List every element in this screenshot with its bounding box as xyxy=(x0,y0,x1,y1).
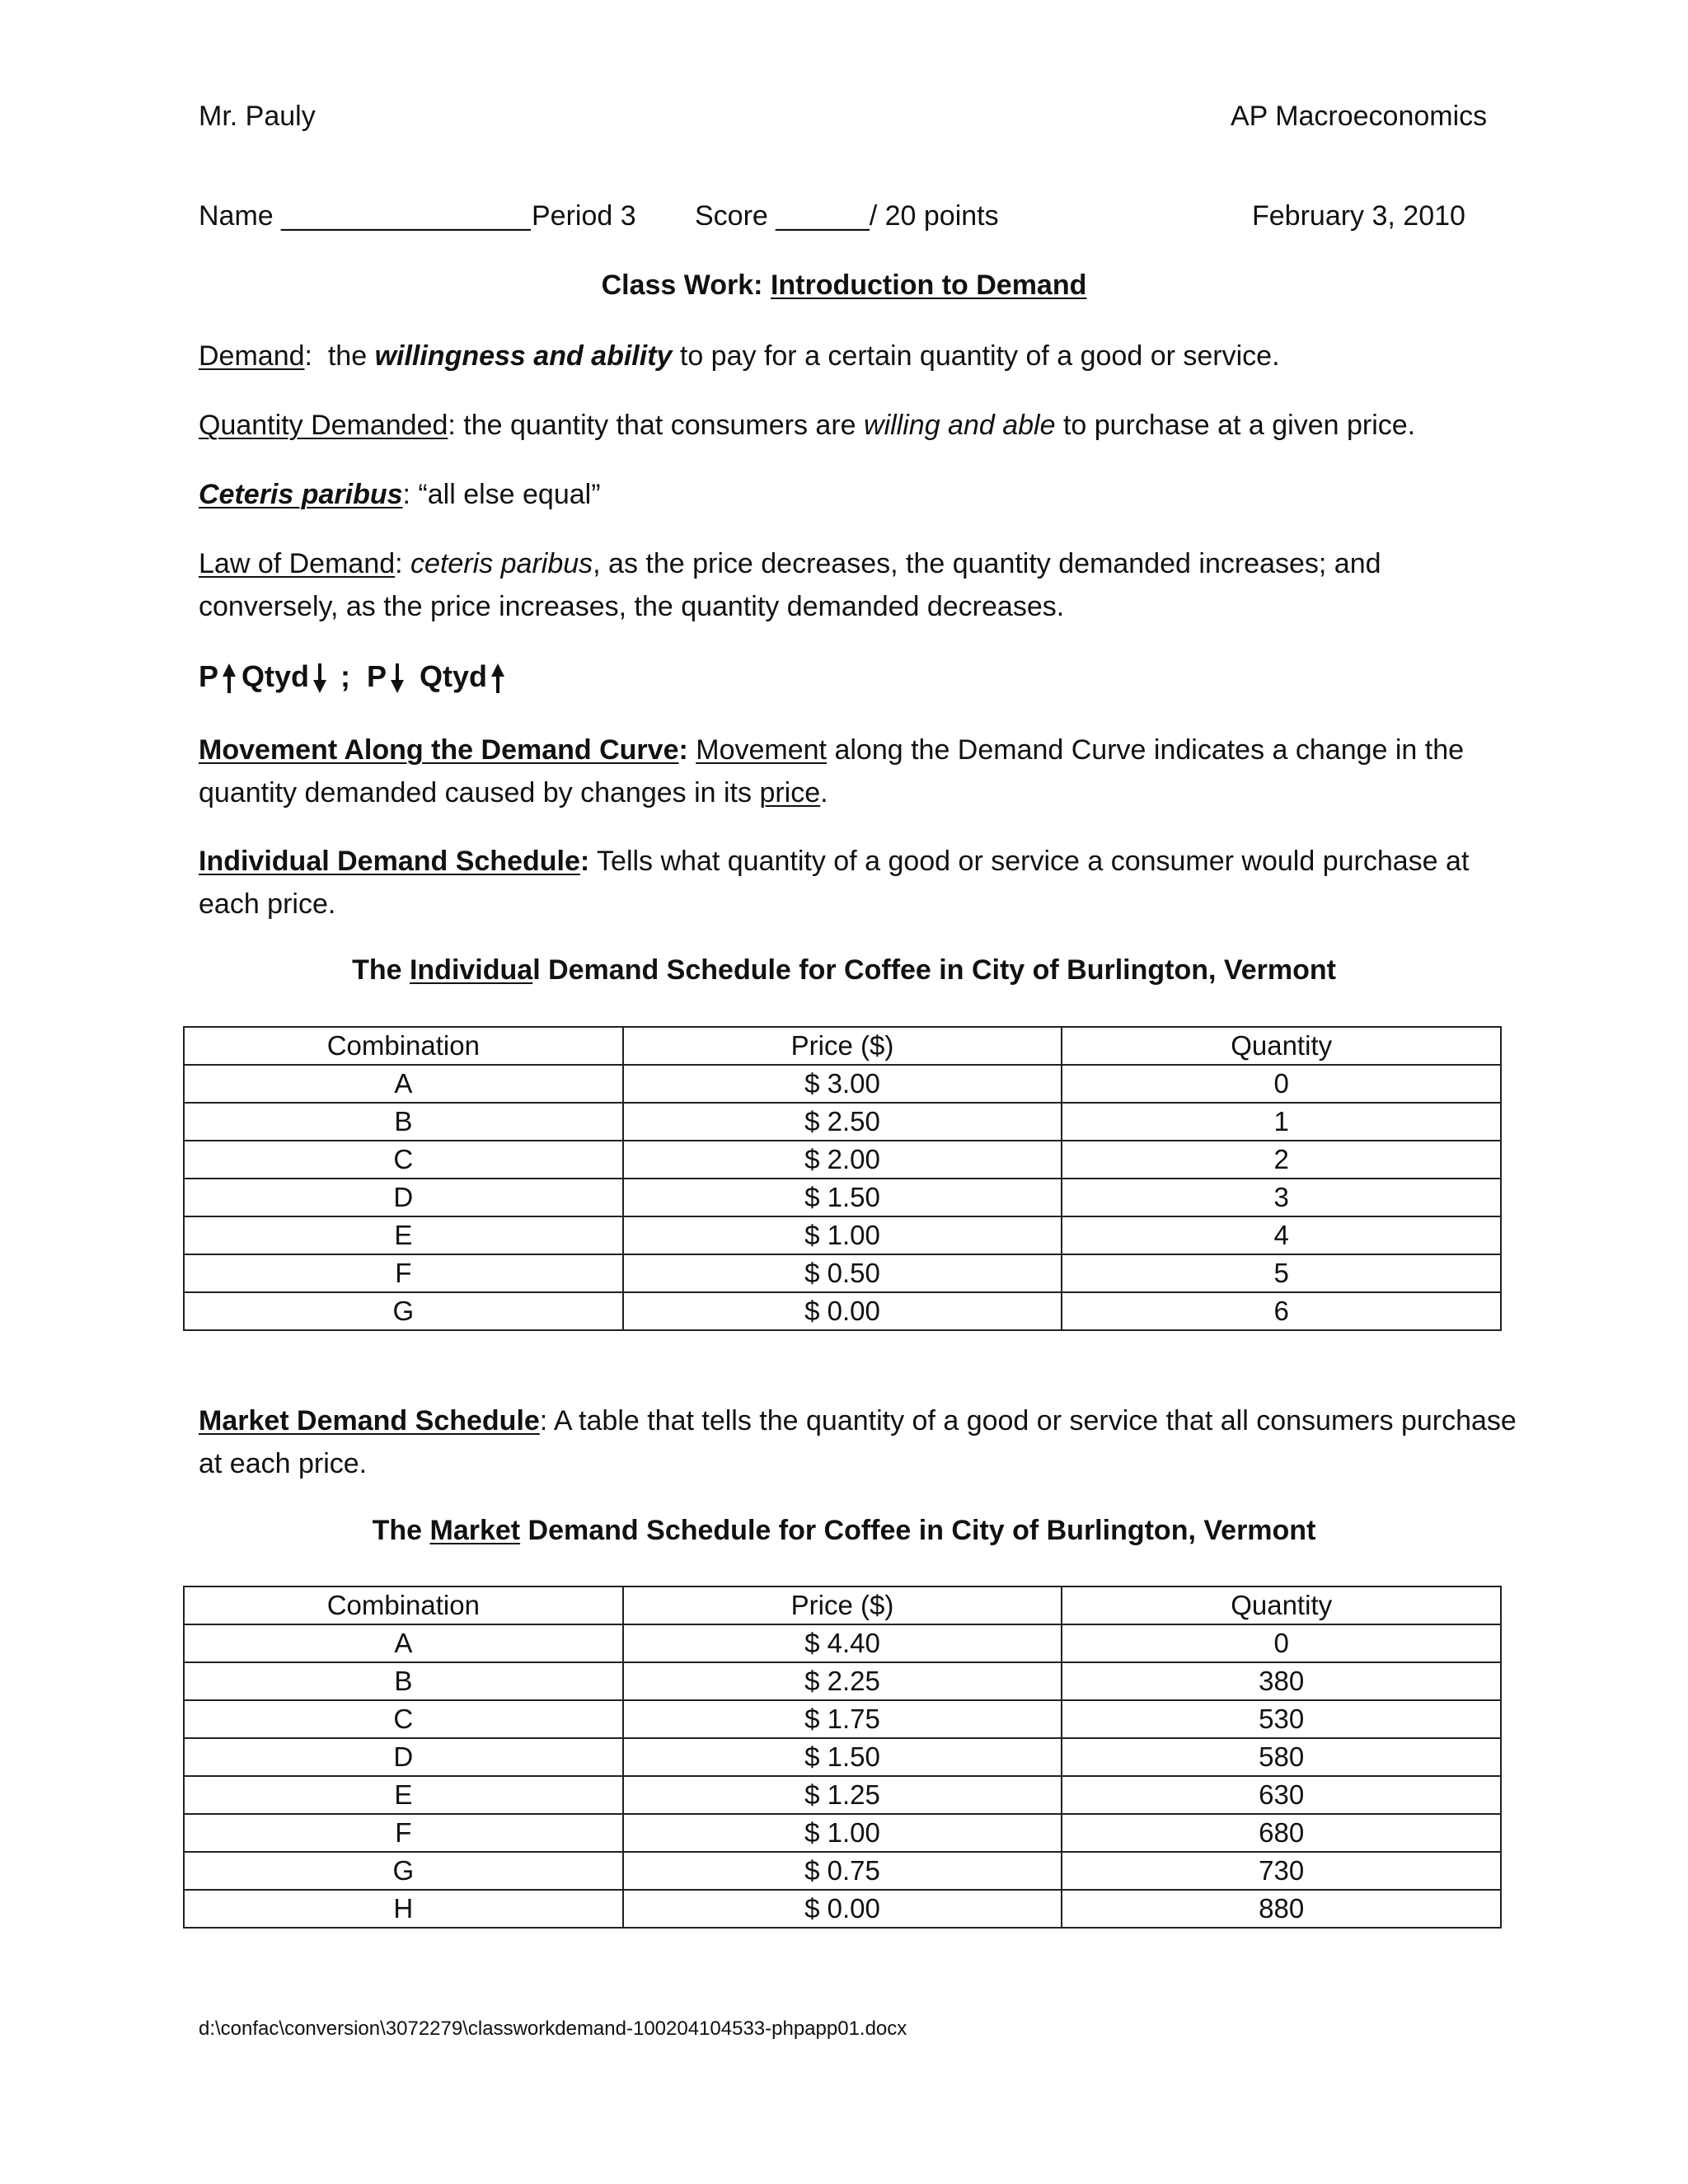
formula-price-1: P xyxy=(199,659,219,693)
cell-quantity: 5 xyxy=(1062,1254,1501,1292)
cell-price: $ 1.00 xyxy=(623,1216,1062,1254)
date-label: February 3, 2010 xyxy=(1252,200,1465,232)
table-row xyxy=(184,1624,1501,1662)
cell-price: $ 2.50 xyxy=(623,1103,1062,1141)
table-row xyxy=(184,1700,1501,1738)
cell-price: $ 0.75 xyxy=(623,1852,1062,1890)
definition-demand xyxy=(199,335,1517,377)
cell-combination: H xyxy=(184,1890,623,1928)
individual-table-title xyxy=(0,954,1688,987)
column-header-combination: Combination xyxy=(184,1027,623,1065)
table-row xyxy=(184,1776,1501,1814)
formula-qtyd-1: Qtyd xyxy=(241,659,310,693)
market-text: : A table that tells the quantity of a good or service that all consumers purchase at each price. xyxy=(199,1405,1517,1479)
table-header-row xyxy=(184,1586,1501,1624)
cell-combination: B xyxy=(184,1662,623,1700)
teacher-name: Mr. Pauly xyxy=(199,101,316,132)
qd-emphasis: willing and able xyxy=(864,410,1056,441)
demand-emphasis: willingness and ability xyxy=(374,340,673,372)
market-title-underlined: Market xyxy=(429,1515,521,1546)
cell-quantity: 1 xyxy=(1062,1103,1501,1141)
demand-text-2: to pay for a certain quantity of a good or service. xyxy=(672,340,1280,372)
cell-price: $ 2.25 xyxy=(623,1662,1062,1700)
market-title-pre: The xyxy=(372,1515,430,1546)
formula-separator: ; xyxy=(332,659,368,693)
market-title-post: Demand Schedule for Coffee in City of Burlington, Vermont xyxy=(520,1515,1316,1546)
table-row xyxy=(184,1179,1501,1216)
movement-colon: : xyxy=(678,734,688,766)
market-demand-table xyxy=(183,1586,1502,1929)
cell-combination: D xyxy=(184,1179,623,1216)
ceteris-text: : “all else equal” xyxy=(402,479,601,510)
term-quantity-demanded: Quantity Demanded xyxy=(199,410,448,441)
cell-quantity: 580 xyxy=(1062,1738,1501,1776)
cell-combination: E xyxy=(184,1216,623,1254)
title-prefix: Class Work: xyxy=(601,269,763,301)
individual-title-post: l Demand Schedule for Coffee in City of Burlington, Vermont xyxy=(532,954,1336,986)
cell-price: $ 1.50 xyxy=(623,1738,1062,1776)
column-header-quantity: Quantity xyxy=(1062,1586,1501,1624)
score-field-label: Score ______/ 20 points xyxy=(695,200,999,232)
table-row xyxy=(184,1065,1501,1103)
cell-quantity: 730 xyxy=(1062,1852,1501,1890)
individual-title-pre: The xyxy=(352,954,410,986)
market-table-title xyxy=(0,1515,1688,1547)
cell-combination: D xyxy=(184,1738,623,1776)
table-row xyxy=(184,1890,1501,1928)
law-emphasis: ceteris paribus xyxy=(410,548,593,579)
cell-combination: F xyxy=(184,1814,623,1852)
table-row xyxy=(184,1292,1501,1330)
course-name: AP Macroeconomics xyxy=(1231,101,1488,132)
term-ceteris-paribus: Ceteris paribus xyxy=(199,479,403,510)
cell-quantity: 530 xyxy=(1062,1700,1501,1738)
cell-combination: E xyxy=(184,1776,623,1814)
cell-combination: F xyxy=(184,1254,623,1292)
cell-price: $ 0.00 xyxy=(623,1292,1062,1330)
cell-quantity: 3 xyxy=(1062,1179,1501,1216)
cell-price: $ 0.50 xyxy=(623,1254,1062,1292)
name-field-label: Name ________________ xyxy=(199,200,531,232)
term-law-of-demand: Law of Demand xyxy=(199,548,396,579)
movement-text-1: along the Demand Curve indicates a change in the quantity demanded caused by changes in its xyxy=(199,734,1465,808)
table-row xyxy=(184,1103,1501,1141)
cell-quantity: 0 xyxy=(1062,1624,1501,1662)
cell-combination: A xyxy=(184,1065,623,1103)
definition-law-of-demand xyxy=(199,542,1517,628)
definition-quantity-demanded xyxy=(199,404,1517,447)
cell-price: $ 0.00 xyxy=(623,1890,1062,1928)
law-text-2: , as the price decreases, the quantity demanded increases; and conversely, as the price increases, the quantity demanded decreases. xyxy=(199,548,1381,622)
table-header-row xyxy=(184,1027,1501,1065)
cell-price: $ 1.25 xyxy=(623,1776,1062,1814)
individual-title-underlined: Individua xyxy=(409,954,533,986)
movement-underlined: Movement xyxy=(696,734,827,766)
column-header-price: Price ($) xyxy=(623,1586,1062,1624)
arrow-up-icon xyxy=(490,662,505,695)
term-movement: Movement Along the Demand Curve xyxy=(199,734,679,766)
definition-movement xyxy=(199,729,1517,814)
cell-quantity: 2 xyxy=(1062,1141,1501,1179)
cell-combination: G xyxy=(184,1852,623,1890)
cell-price: $ 2.00 xyxy=(623,1141,1062,1179)
definition-market-schedule xyxy=(199,1399,1517,1485)
page-title xyxy=(0,269,1688,302)
qd-text-1: : the quantity that consumers are xyxy=(448,410,865,441)
cell-price: $ 1.00 xyxy=(623,1814,1062,1852)
cell-quantity: 4 xyxy=(1062,1216,1501,1254)
title-main: Introduction to Demand xyxy=(770,269,1087,301)
column-header-quantity: Quantity xyxy=(1062,1027,1501,1065)
cell-combination: A xyxy=(184,1624,623,1662)
cell-quantity: 680 xyxy=(1062,1814,1501,1852)
cell-price: $ 3.00 xyxy=(623,1065,1062,1103)
movement-price: price xyxy=(759,777,821,808)
qd-text-2: to purchase at a given price. xyxy=(1055,410,1416,441)
table-row xyxy=(184,1662,1501,1700)
term-demand: Demand xyxy=(199,340,305,372)
law-text-1: : xyxy=(395,548,411,579)
table-row xyxy=(184,1814,1501,1852)
table-row xyxy=(184,1254,1501,1292)
cell-price: $ 1.75 xyxy=(623,1700,1062,1738)
individual-colon: : xyxy=(579,846,590,877)
individual-demand-table xyxy=(183,1026,1502,1331)
column-header-combination: Combination xyxy=(184,1586,623,1624)
cell-price: $ 4.40 xyxy=(623,1624,1062,1662)
file-path-footer: d:\confac\conversion\3072279\classworkdemand-100204104533-phpapp01.docx xyxy=(199,2018,907,2040)
term-market-schedule: Market Demand Schedule xyxy=(199,1405,540,1436)
table-row xyxy=(184,1852,1501,1890)
arrow-down-icon xyxy=(390,662,405,695)
cell-combination: B xyxy=(184,1103,623,1141)
cell-combination: G xyxy=(184,1292,623,1330)
cell-quantity: 880 xyxy=(1062,1890,1501,1928)
law-formula xyxy=(199,659,510,695)
formula-qtyd-2: Qtyd xyxy=(420,659,488,693)
cell-price: $ 1.50 xyxy=(623,1179,1062,1216)
table-row xyxy=(184,1738,1501,1776)
definition-ceteris-paribus xyxy=(199,473,1517,516)
formula-price-2: P xyxy=(367,659,387,693)
cell-quantity: 380 xyxy=(1062,1662,1501,1700)
definition-individual-schedule xyxy=(199,840,1517,926)
individual-text: Tells what quantity of a good or service a consumer would purchase at each price. xyxy=(199,846,1470,920)
arrow-down-icon xyxy=(312,662,327,695)
table-row xyxy=(184,1141,1501,1179)
period-label: Period 3 xyxy=(532,200,636,232)
movement-text-2: . xyxy=(820,777,828,808)
cell-combination: C xyxy=(184,1141,623,1179)
cell-quantity: 0 xyxy=(1062,1065,1501,1103)
cell-quantity: 6 xyxy=(1062,1292,1501,1330)
table-row xyxy=(184,1216,1501,1254)
demand-text-1: : the xyxy=(304,340,375,372)
cell-quantity: 630 xyxy=(1062,1776,1501,1814)
cell-combination: C xyxy=(184,1700,623,1738)
term-individual-schedule: Individual Demand Schedule xyxy=(199,846,580,877)
column-header-price: Price ($) xyxy=(623,1027,1062,1065)
arrow-up-icon xyxy=(222,662,237,695)
